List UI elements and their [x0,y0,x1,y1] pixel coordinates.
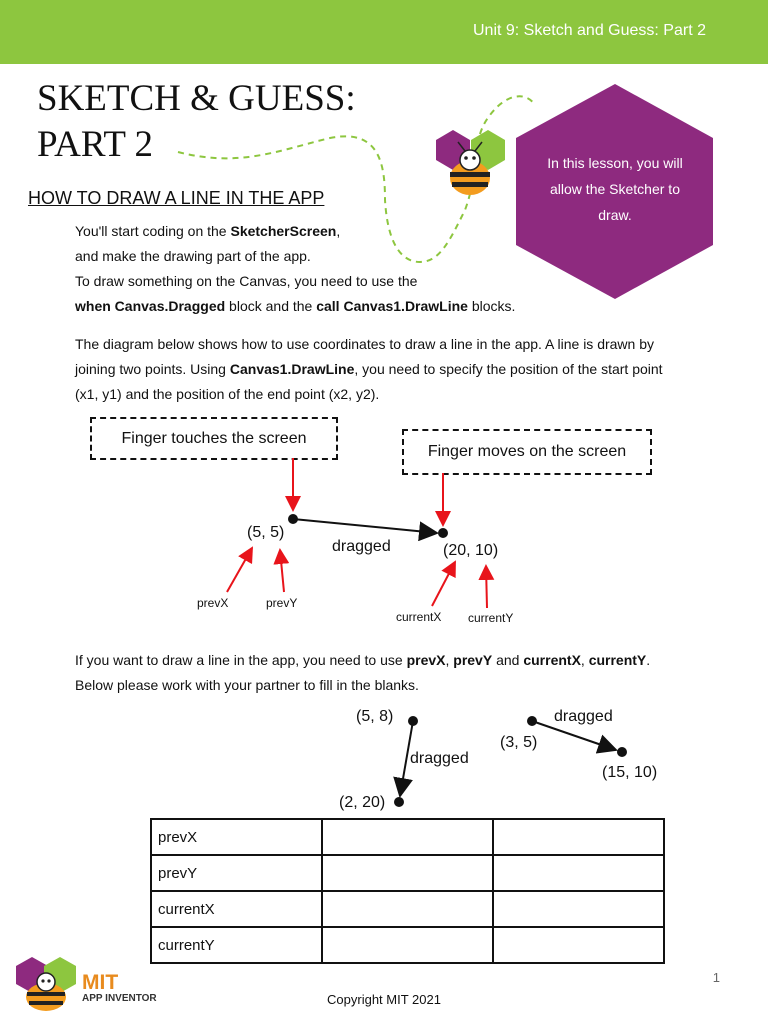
explain-line-1: The diagram below shows how to use coordinates to draw a line in the app. A line is drawn by [75,336,654,352]
task-paragraph [75,648,755,698]
row-label: prevY [151,855,322,891]
sketcher-screen-term: SketcherScreen [230,223,337,239]
intro-line-1 [75,219,545,244]
prevx-label: prevX [197,596,229,610]
exercise-b-end-dot [617,747,627,757]
currentx-label: currentX [396,610,442,624]
blank-cell[interactable] [493,927,664,963]
blank-cell[interactable] [493,891,664,927]
text: block and the [225,298,317,314]
drawline-block-term: call Canvas1.DrawLine [316,298,468,314]
table-row [151,855,664,891]
logo-mit-text: MIT [82,971,119,994]
exercise-a-end-dot [394,797,404,807]
title-line-2: PART 2 [37,124,154,165]
text: and [492,652,524,668]
blank-cell[interactable] [322,927,493,963]
currenty-arrow [486,566,487,608]
lesson-summary [530,150,700,228]
fill-in-table [150,818,665,964]
logo-app-inventor-text: APP INVENTOR [82,993,157,1004]
finger-touches-box: Finger touches the screen [90,417,338,460]
page-number: 1 [712,970,720,985]
blank-cell[interactable] [493,855,664,891]
explain-line-3: (x1, y1) and the position of the end point (x2, y2). [75,386,380,402]
blank-cell[interactable] [322,819,493,855]
text: You'll start coding on the [75,223,231,239]
row-label: currentX [151,891,322,927]
start-point-label: (5, 5) [247,524,285,541]
end-point-label: (20, 10) [443,542,499,559]
row-label: prevX [151,819,322,855]
summary-line-2: allow the Sketcher to [550,181,680,197]
coordinate-diagram [0,400,768,640]
intro-paragraph [75,219,545,319]
table-row [151,891,664,927]
task-line-1 [75,648,755,673]
exercise-a-start-label: (5, 8) [356,708,394,725]
copyright: Copyright MIT 2021 [327,992,441,1007]
text: joining two points. Using [75,361,230,377]
task-line-2: Below please work with your partner to fill in the blanks. [75,677,419,693]
text: blocks. [467,298,516,314]
exercise-b-start-label: (3, 5) [500,734,538,751]
section-heading: HOW TO DRAW A LINE IN THE APP [28,188,325,208]
summary-line-1: In this lesson, you will [547,155,683,171]
title-line-1: SKETCH & GUESS: [37,78,356,119]
term: currentY [588,652,647,668]
finger-moves-box: Finger moves on the screen [402,429,652,475]
term: prevY [453,652,493,668]
page-title [37,76,356,168]
row-label: currentY [151,927,322,963]
text: . [646,652,651,668]
drawn-line [293,519,437,533]
text: , [445,652,454,668]
unit-title: Unit 9: Sketch and Guess: Part 2 [472,22,706,39]
text: If you want to draw a line in the app, you need to use [75,652,407,668]
currentx-arrow [432,562,455,606]
table-row [151,927,664,963]
dragged-block-term: when Canvas.Dragged [75,298,226,314]
text: , [336,223,341,239]
exercise-a-end-label: (2, 20) [339,794,386,811]
intro-line-3: To draw something on the Canvas, you need to use the [75,273,418,289]
exercise-b-end-label: (15, 10) [602,764,658,781]
end-dot [438,528,448,538]
blank-cell[interactable] [322,855,493,891]
summary-line-3: draw. [598,207,632,223]
explain-line-2 [75,357,755,382]
blank-cell[interactable] [322,891,493,927]
prevx-arrow [227,548,252,592]
currenty-label: currentY [468,611,514,625]
blank-cell[interactable] [493,819,664,855]
exercise-b-dragged-label: dragged [554,708,613,725]
table-row [151,819,664,855]
exercise-a-dragged-label: dragged [410,750,469,767]
drawline-term: Canvas1.DrawLine [229,361,355,377]
text: , [580,652,589,668]
term: prevX [406,652,446,668]
text: , you need to specify the position of the start point [354,361,663,377]
prevy-label: prevY [266,596,298,610]
bee-icon [436,130,505,195]
term: currentX [523,652,581,668]
explain-paragraph [75,332,755,407]
intro-line-4 [75,294,545,319]
dragged-label: dragged [332,538,391,555]
intro-line-2: and make the drawing part of the app. [75,248,311,264]
prevy-arrow [280,550,284,592]
